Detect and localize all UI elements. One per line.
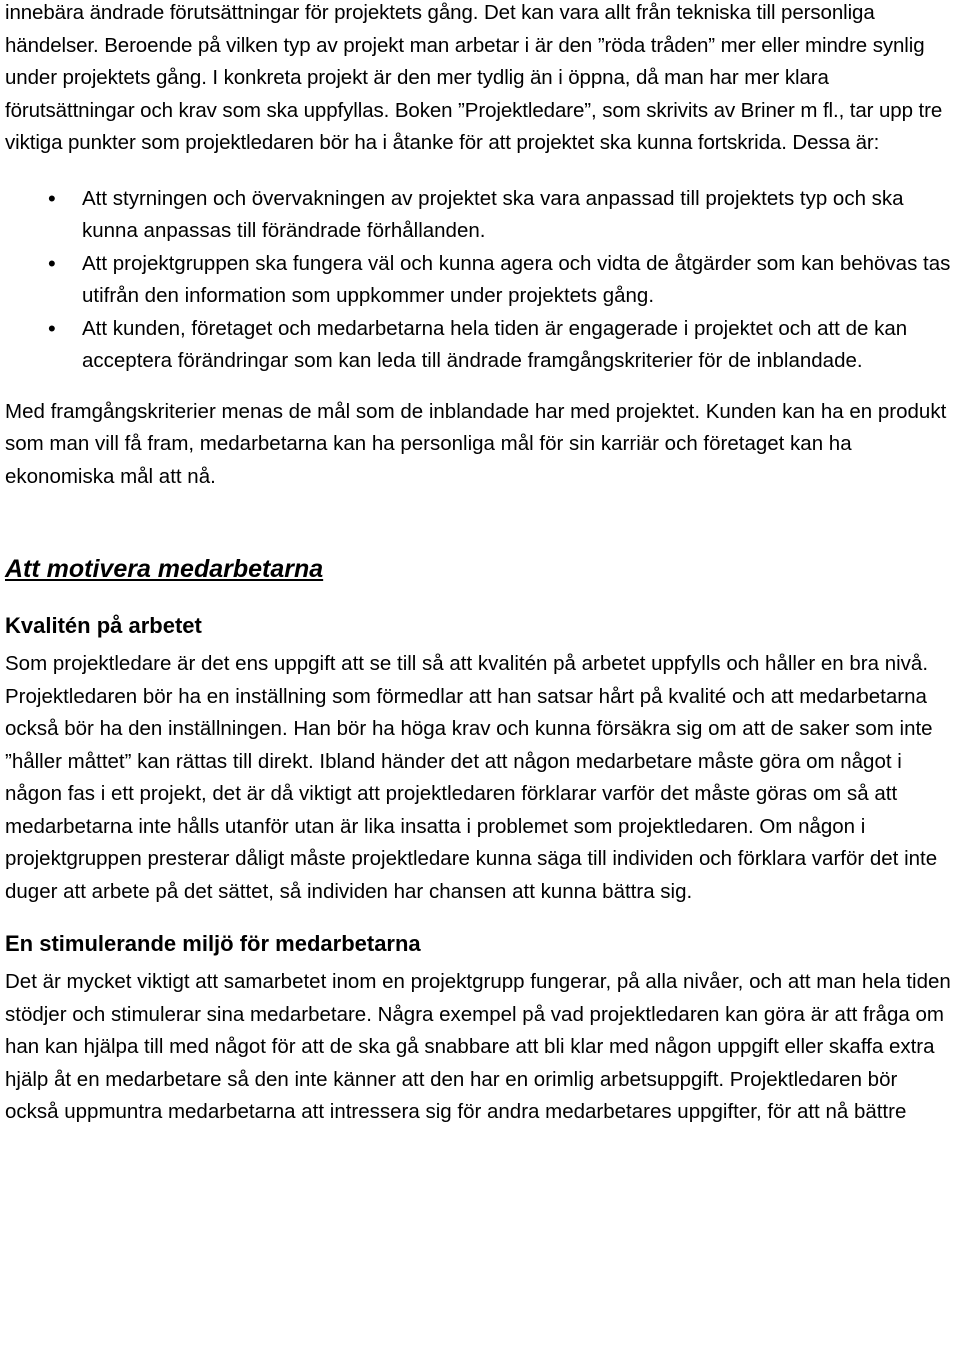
- quality-paragraph: Som projektledare är det ens uppgift att se till så att kvalitén på arbetet uppfylls och håller en bra nivå. Projektledaren bör ha en inställning som förmedlar att han satsar hårt på kvalité och att medarbetarna också bör ha den inställningen. Han bör ha höga krav och kunna försäkra sig om att de saker som inte ”håller måttet” kan rättas till direkt. Ibland händer det att någon medarbetare måste göra om något i någon fas i ett projekt, det är då viktigt att projektledaren förklarar varför det måste göras om så att medarbetarna inte hålls utanför utan är lika insatta i problemet som projektledaren. Om någon i projektgruppen presterar dåligt måste projektledare kunna säga till individen och förklara varför det inte duger att arbete på det sättet, så individen har chansen att kunna bättra sig.: [5, 652, 938, 903]
- intro-paragraph: innebära ändrade förutsättningar för projektets gång. Det kan vara allt från tekniska till personliga händelser. Beroende på vilken typ av projekt man arbetar i är den ”röda tråden” mer eller mindre synlig under projektets gång. I konkreta projekt är den mer tydlig än i öppna, då man har mer klara förutsättningar och krav som ska uppfyllas. Boken ”Projektledare”, som skrivits av Briner m fl., tar upp tre viktiga punkter som projektledaren bör ha i åtanke för att projektet ska kunna fortskrida. Dessa är:: [5, 1, 943, 154]
- section-heading: Att motivera medarbetarna: [5, 555, 324, 583]
- success-criteria-paragraph: Med framgångskriterier menas de mål som de inblandade har med projektet. Kunden kan ha en produkt som man vill få fram, medarbetarna kan ha personliga mål för sin karriär och företaget kan ha ekonomiska mål att nå.: [5, 399, 947, 488]
- environment-paragraph: Det är mycket viktigt att samarbetet inom en projektgrupp fungerar, på alla nivåer, och att man hela tiden stödjer och stimulerar sina medarbetare. Några exempel på vad projektledaren kan göra är att fråga om han kan hjälpa till med något för att de ska gå snabbare att bli klar med någon uppgift eller skaffa extra hjälp åt en medarbetare så den inte känner att den har en orimlig arbetsuppgift. Projektledaren bör också uppmuntra medarbetarna att intressera sig för andra medarbetares uppgifter, för att nå bättre: [5, 970, 951, 1123]
- bullet-item-1: • Att styrningen och övervakningen av projektet ska vara anpassad till projektets typ och ska kunna anpassas till förändrade förhållanden.: [5, 183, 954, 248]
- subsection-heading-environment: En stimulerande miljö för medarbetarna: [5, 931, 421, 956]
- bullet-list: [5, 183, 954, 378]
- bullet-item-3: • Att kunden, företaget och medarbetarna hela tiden är engagerade i projektet och att de kan acceptera förändringar som kan leda till ändrade framgångskriterier för de inblandade.: [5, 313, 954, 378]
- bullet-item-2: • Att projektgruppen ska fungera väl och kunna agera och vidta de åtgärder som kan behövas tas utifrån den information som uppkommer under projektets gång.: [5, 248, 954, 313]
- subsection-heading-quality: Kvalitén på arbetet: [5, 613, 202, 638]
